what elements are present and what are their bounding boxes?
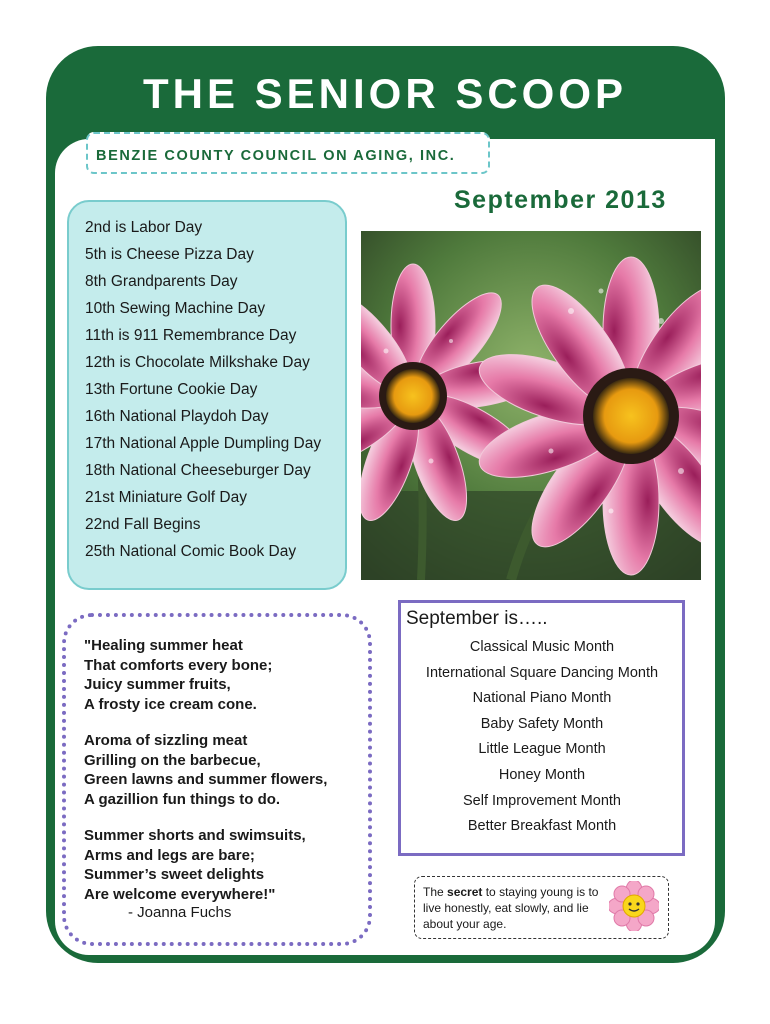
poem-line: Arms and legs are bare; <box>84 846 255 864</box>
list-item: 12th is Chocolate Milkshake Day <box>85 354 310 371</box>
list-item: 2nd is Labor Day <box>85 219 203 236</box>
poem-stanza-3 <box>84 826 327 904</box>
poem-stanza-2 <box>84 731 327 809</box>
poem-stanza-1 <box>84 636 327 714</box>
secret-quote <box>423 884 603 932</box>
poem-line: A frosty ice cream cone. <box>84 695 257 713</box>
poem-line: Summer’s sweet delights <box>84 866 265 883</box>
list-item: Classical Music Month <box>469 639 615 655</box>
organization-name: BENZIE COUNTY COUNCIL ON AGING, INC. <box>96 148 456 164</box>
list-item: National Piano Month <box>472 690 612 707</box>
list-item: 21st Miniature Golf Day <box>85 489 247 506</box>
special-days-list <box>85 218 321 569</box>
poem-line: Juicy summer fruits, <box>84 676 231 693</box>
poem-line: "Healing summer heat <box>84 637 243 654</box>
list-item: Little League Month <box>478 741 606 758</box>
september-is-title: September is….. <box>406 608 548 629</box>
list-item: 25th National Comic Book Day <box>85 543 297 560</box>
quote-text: to staying young is to live honestly, eat slowly, and lie about your age. <box>423 885 599 931</box>
list-item: 18th National Cheeseburger Day <box>85 462 311 479</box>
poem-line: Green lawns and summer flowers, <box>84 771 328 788</box>
smiley-flower-icon <box>609 881 659 931</box>
list-item: 17th National Apple Dumpling Day <box>85 435 322 452</box>
list-item: 8th Grandparents Day <box>85 273 238 290</box>
list-item: 13th Fortune Cookie Day <box>85 381 258 398</box>
poem-line: That comforts every bone; <box>84 656 273 674</box>
september-is-list <box>400 637 684 842</box>
list-item: 11th is 911 Remembrance Day <box>85 327 297 344</box>
list-item: 16th National Playdoh Day <box>85 408 269 425</box>
list-item: 10th Sewing Machine Day <box>85 300 266 317</box>
pink-daisy-flowers-image <box>361 231 701 580</box>
poem-line: Are welcome everywhere!" <box>84 885 276 903</box>
newsletter-title: THE SENIOR SCOOP <box>142 70 628 117</box>
poem-line: Summer shorts and swimsuits, <box>84 827 306 844</box>
list-item: Better Breakfast Month <box>467 818 617 835</box>
list-item: Self Improvement Month <box>463 792 621 809</box>
list-item: Baby Safety Month <box>480 715 604 732</box>
poem-line: Aroma of sizzling meat <box>84 732 248 749</box>
quote-text: The <box>423 885 448 899</box>
list-item: International Square Dancing Month <box>425 664 659 681</box>
list-item: 5th is Cheese Pizza Day <box>85 246 254 263</box>
list-item: Honey Month <box>498 766 586 783</box>
issue-month: September 2013 <box>454 186 667 214</box>
poem-author: - Joanna Fuchs <box>128 904 232 921</box>
poem-line: Grilling on the barbecue, <box>84 751 261 769</box>
quote-emphasis: secret <box>447 885 483 899</box>
list-item: 22nd Fall Begins <box>85 516 201 533</box>
poem <box>84 636 327 921</box>
poem-line: A gazillion fun things to do. <box>84 790 281 808</box>
